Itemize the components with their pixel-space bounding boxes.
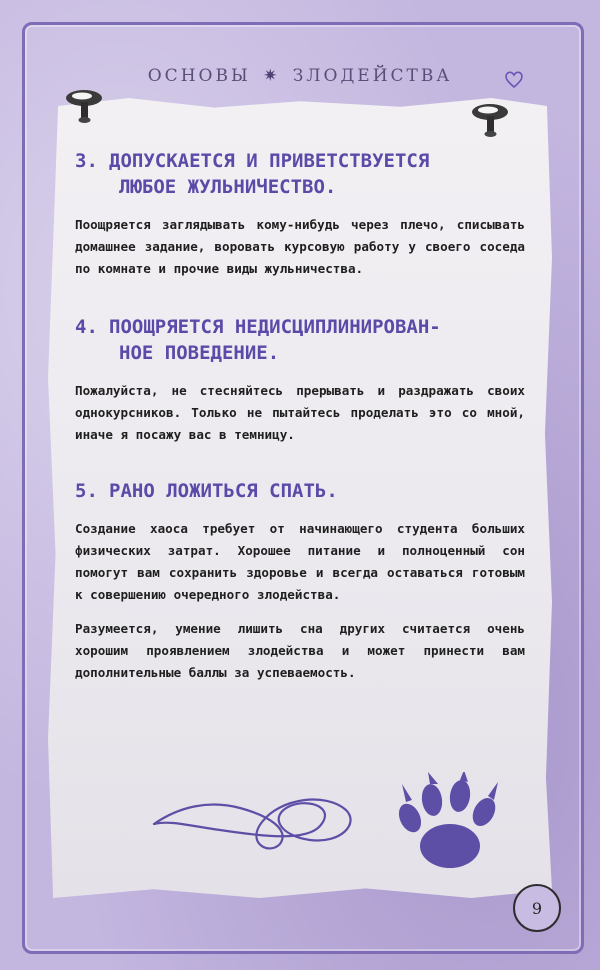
section-number: 3. xyxy=(75,150,98,172)
paw-print-icon xyxy=(388,772,508,872)
scribble-doodle xyxy=(150,786,360,856)
section-paragraph: Пожалуйста, не стесняйтесь прерывать и раздражать своих однокурсников. Только не пытайтесь проделать это со мной, иначе я посажу вас в темницу. xyxy=(75,383,525,442)
section-heading xyxy=(75,314,525,366)
pin-icon xyxy=(62,86,106,126)
section-paragraph: Поощряется заглядывать кому-нибудь через плечо, списывать домашнее задание, воровать курсовую работу у своего соседа по комнате и прочие виды жульничества. xyxy=(75,217,525,276)
section-title-line1: ДОПУСКАЕТСЯ И ПРИВЕТСТВУЕТСЯ xyxy=(109,150,430,172)
page-number: 9 xyxy=(513,884,561,932)
section-title-line2: ЛЮБОЕ ЖУЛЬНИЧЕСТВО. xyxy=(119,176,337,198)
header-right: ЗЛОДЕЙСТВА xyxy=(292,66,453,86)
section-heading xyxy=(75,478,525,504)
header-left: ОСНОВЫ xyxy=(147,66,251,86)
section-number: 5. xyxy=(75,480,98,502)
section-paragraph: Разумеется, умение лишить сна других считается очень хорошим проявлением злодейства и может принести вам дополнительные баллы за успеваемость. xyxy=(75,621,525,680)
section-title-line1: ПООЩРЯЕТСЯ НЕДИСЦИПЛИНИРОВАН- xyxy=(109,316,441,338)
heart-icon xyxy=(503,68,525,90)
pin-icon xyxy=(468,100,512,140)
section-heading xyxy=(75,148,525,200)
section-number: 4. xyxy=(75,316,98,338)
section-paragraph: Создание хаоса требует от начинающего студента больших физических затрат. Хорошее питание и полноценный сон помогут вам сохранить здоровье и всегда оставаться готовым к совершению очередного злодейства. xyxy=(75,521,525,602)
rules-content xyxy=(75,148,525,684)
section-title-line2: НОЕ ПОВЕДЕНИЕ. xyxy=(119,342,280,364)
section-title-line1: РАНО ЛОЖИТЬСЯ СПАТЬ. xyxy=(109,480,338,502)
header-star-icon: ✷ xyxy=(263,66,281,86)
